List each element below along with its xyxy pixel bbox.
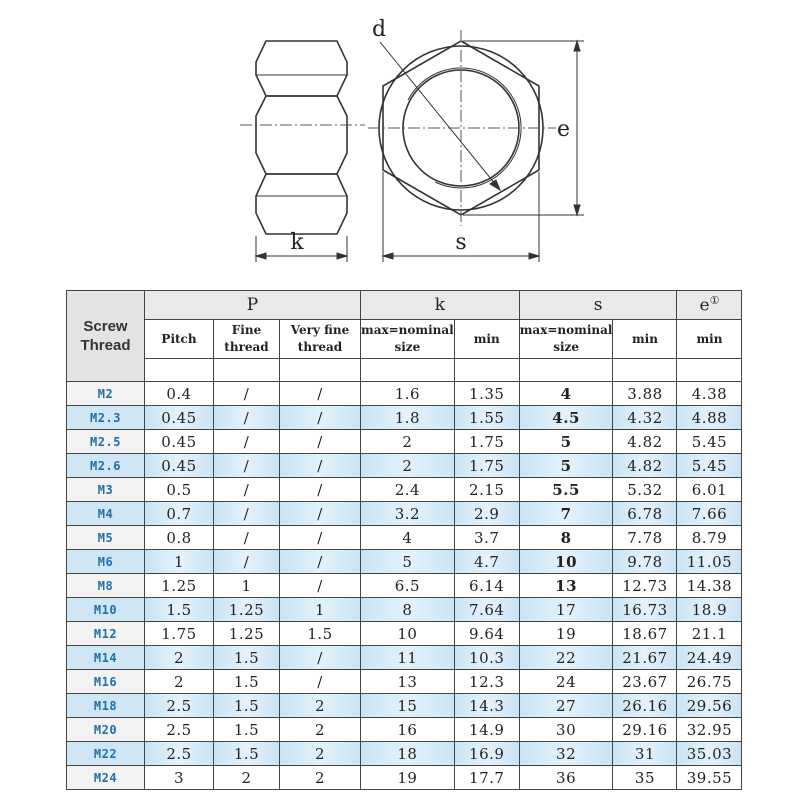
s-max-cell: 17 (519, 598, 613, 622)
spacer-cell (454, 359, 519, 382)
s-max-cell: 22 (519, 646, 613, 670)
s-min-cell: 4.32 (613, 406, 677, 430)
s-min-cell: 18.67 (613, 622, 677, 646)
table-row (67, 382, 742, 406)
k-min-cell: 9.64 (454, 622, 519, 646)
k-min-cell: 10.3 (454, 646, 519, 670)
table-row (67, 430, 742, 454)
s-max-cell: 4.5 (519, 406, 613, 430)
s-max-cell: 5 (519, 454, 613, 478)
e-min-cell: 11.05 (677, 550, 742, 574)
k-max-cell: 4 (361, 526, 455, 550)
s-min-cell: 21.67 (613, 646, 677, 670)
k-max-cell: 13 (361, 670, 455, 694)
screw-header-line2: Thread (80, 337, 131, 354)
s-max-cell: 7 (519, 502, 613, 526)
nut-dimension-table (66, 290, 742, 790)
table-row (67, 718, 742, 742)
spacer-cell (280, 359, 361, 382)
k-min-cell: 14.3 (454, 694, 519, 718)
spacer-cell (145, 359, 214, 382)
pitch-cell: 0.8 (145, 526, 214, 550)
pitch-cell: 0.4 (145, 382, 214, 406)
size-cell: M24 (67, 766, 145, 790)
fine-thread-cell: / (214, 430, 280, 454)
table-row (67, 454, 742, 478)
group-header-s: s (519, 291, 677, 320)
k-max-cell: 15 (361, 694, 455, 718)
screw-header-line1: Screw (83, 318, 128, 335)
k-min-header: min (454, 320, 519, 359)
e-min-cell: 6.01 (677, 478, 742, 502)
k-max-cell: 11 (361, 646, 455, 670)
size-cell: M2.6 (67, 454, 145, 478)
s-max-cell: 30 (519, 718, 613, 742)
k-min-cell: 1.55 (454, 406, 519, 430)
table-row (67, 646, 742, 670)
pitch-cell: 2.5 (145, 718, 214, 742)
kmax-line2: size (394, 340, 421, 354)
table-header (67, 291, 742, 382)
s-min-cell: 4.82 (613, 454, 677, 478)
k-max-cell: 19 (361, 766, 455, 790)
e-min-cell: 21.1 (677, 622, 742, 646)
k-max-cell: 2 (361, 454, 455, 478)
very-fine-thread-cell: 2 (280, 718, 361, 742)
k-min-cell: 2.9 (454, 502, 519, 526)
s-max-cell: 27 (519, 694, 613, 718)
d-label: d (372, 17, 387, 42)
table-row (67, 550, 742, 574)
fine-thread-cell: 1.5 (214, 670, 280, 694)
size-cell: M18 (67, 694, 145, 718)
k-min-cell: 7.64 (454, 598, 519, 622)
k-min-cell: 1.75 (454, 454, 519, 478)
s-min-cell: 26.16 (613, 694, 677, 718)
s-max-cell: 4 (519, 382, 613, 406)
size-cell: M3 (67, 478, 145, 502)
size-cell: M2.3 (67, 406, 145, 430)
e-min-cell: 14.38 (677, 574, 742, 598)
very-fine-thread-cell: / (280, 646, 361, 670)
k-max-cell: 8 (361, 598, 455, 622)
pitch-cell: 0.5 (145, 478, 214, 502)
e-label: e (556, 117, 570, 142)
table-row (67, 766, 742, 790)
k-min-cell: 14.9 (454, 718, 519, 742)
e-min-cell: 8.79 (677, 526, 742, 550)
size-cell: M4 (67, 502, 145, 526)
size-cell: M6 (67, 550, 145, 574)
fine-thread-cell: / (214, 526, 280, 550)
e-min-cell: 26.75 (677, 670, 742, 694)
d-dimension (380, 42, 500, 190)
size-cell: M2.5 (67, 430, 145, 454)
group-header-e (677, 291, 742, 320)
e-min-cell: 7.66 (677, 502, 742, 526)
very-fine-thread-cell: / (280, 454, 361, 478)
pitch-cell: 2 (145, 646, 214, 670)
fine-thread-cell: / (214, 454, 280, 478)
s-max-cell: 36 (519, 766, 613, 790)
k-min-cell: 16.9 (454, 742, 519, 766)
size-cell: M22 (67, 742, 145, 766)
pitch-cell: 1.25 (145, 574, 214, 598)
fine-thread-cell: 1.25 (214, 598, 280, 622)
s-max-cell: 8 (519, 526, 613, 550)
very-fine-thread-cell: / (280, 406, 361, 430)
pitch-cell: 0.45 (145, 430, 214, 454)
k-max-cell: 3.2 (361, 502, 455, 526)
k-min-cell: 3.7 (454, 526, 519, 550)
table-row (67, 502, 742, 526)
s-max-cell: 10 (519, 550, 613, 574)
table-row (67, 574, 742, 598)
group-header-p: P (145, 291, 361, 320)
fine-thread-cell: 1.5 (214, 646, 280, 670)
pitch-cell: 1.75 (145, 622, 214, 646)
very-fine-thread-cell: / (280, 382, 361, 406)
pitch-cell: 1.5 (145, 598, 214, 622)
fine-thread-cell: 1.5 (214, 742, 280, 766)
fine-thread-cell: / (214, 406, 280, 430)
e-min-cell: 4.88 (677, 406, 742, 430)
e-footnote-mark: ① (709, 294, 720, 308)
s-min-cell: 29.16 (613, 718, 677, 742)
k-max-cell: 6.5 (361, 574, 455, 598)
very-fine-thread-cell: 1.5 (280, 622, 361, 646)
e-header-text: e (699, 295, 710, 316)
k-max-cell: 2 (361, 430, 455, 454)
size-cell: M8 (67, 574, 145, 598)
side-view-bottom-face (256, 174, 347, 234)
size-cell: M12 (67, 622, 145, 646)
pitch-cell: 2.5 (145, 742, 214, 766)
fine-thread-cell: / (214, 550, 280, 574)
very-fine-thread-cell: 2 (280, 742, 361, 766)
very-fine-thread-cell: 2 (280, 694, 361, 718)
smax-line1: max=nominal (519, 323, 613, 337)
k-label: k (290, 230, 304, 255)
pitch-cell: 0.45 (145, 454, 214, 478)
k-max-cell: 2.4 (361, 478, 455, 502)
table-row (67, 598, 742, 622)
fine-thread-cell: 1.25 (214, 622, 280, 646)
k-max-header (361, 320, 455, 359)
s-max-cell: 19 (519, 622, 613, 646)
very-fine-thread-cell: / (280, 670, 361, 694)
top-centerlines (368, 30, 556, 226)
k-max-cell: 16 (361, 718, 455, 742)
s-min-cell: 6.78 (613, 502, 677, 526)
very-fine-thread-cell: 2 (280, 766, 361, 790)
thread-inner-circle (403, 70, 519, 186)
side-view-middle-face (256, 96, 347, 174)
pitch-cell: 3 (145, 766, 214, 790)
size-cell: M5 (67, 526, 145, 550)
k-min-cell: 1.75 (454, 430, 519, 454)
spacer-cell (214, 359, 280, 382)
spacer-cell (613, 359, 677, 382)
very-fine-thread-cell: / (280, 502, 361, 526)
very-fine-thread-cell: / (280, 478, 361, 502)
e-min-cell: 5.45 (677, 454, 742, 478)
s-label: s (455, 230, 467, 255)
smax-line2: size (553, 340, 579, 354)
vfine-line1: Very fine (290, 323, 350, 337)
s-min-cell: 12.73 (613, 574, 677, 598)
group-header-k: k (361, 291, 520, 320)
k-max-cell: 5 (361, 550, 455, 574)
s-max-cell: 5.5 (519, 478, 613, 502)
very-fine-thread-header (280, 320, 361, 359)
s-max-cell: 13 (519, 574, 613, 598)
e-min-cell: 29.56 (677, 694, 742, 718)
table-row (67, 742, 742, 766)
s-max-cell: 32 (519, 742, 613, 766)
table-body (67, 382, 742, 790)
k-min-cell: 4.7 (454, 550, 519, 574)
table-row (67, 622, 742, 646)
s-max-header (519, 320, 613, 359)
s-min-cell: 35 (613, 766, 677, 790)
e-min-cell: 5.45 (677, 430, 742, 454)
k-max-cell: 1.6 (361, 382, 455, 406)
table-row (67, 406, 742, 430)
fine-thread-cell: 1 (214, 574, 280, 598)
table-row (67, 670, 742, 694)
table-row (67, 526, 742, 550)
very-fine-thread-cell: 1 (280, 598, 361, 622)
fine-thread-cell: / (214, 382, 280, 406)
pitch-cell: 2 (145, 670, 214, 694)
size-cell: M16 (67, 670, 145, 694)
e-min-header: min (677, 320, 742, 359)
k-min-cell: 17.7 (454, 766, 519, 790)
spacer-cell (361, 359, 455, 382)
fine-thread-cell: 1.5 (214, 718, 280, 742)
k-min-cell: 12.3 (454, 670, 519, 694)
s-min-cell: 16.73 (613, 598, 677, 622)
size-cell: M20 (67, 718, 145, 742)
s-min-cell: 31 (613, 742, 677, 766)
k-min-cell: 1.35 (454, 382, 519, 406)
kmax-line1: max=nominal (361, 323, 454, 337)
fine-thread-header (214, 320, 280, 359)
pitch-cell: 0.7 (145, 502, 214, 526)
s-max-cell: 5 (519, 430, 613, 454)
k-min-cell: 6.14 (454, 574, 519, 598)
pitch-cell: 1 (145, 550, 214, 574)
k-min-cell: 2.15 (454, 478, 519, 502)
fine-thread-cell: / (214, 478, 280, 502)
very-fine-thread-cell: / (280, 574, 361, 598)
very-fine-thread-cell: / (280, 430, 361, 454)
k-max-cell: 1.8 (361, 406, 455, 430)
spacer-cell (519, 359, 613, 382)
fine-thread-cell: 1.5 (214, 694, 280, 718)
fine-thread-cell: 2 (214, 766, 280, 790)
screw-thread-header (67, 291, 145, 382)
s-min-cell: 9.78 (613, 550, 677, 574)
k-max-cell: 10 (361, 622, 455, 646)
fine-line2: thread (224, 340, 269, 354)
very-fine-thread-cell: / (280, 550, 361, 574)
hex-nut-drawing (0, 0, 800, 280)
size-cell: M10 (67, 598, 145, 622)
vfine-line2: thread (297, 340, 343, 354)
s-min-cell: 3.88 (613, 382, 677, 406)
k-max-cell: 18 (361, 742, 455, 766)
fine-thread-cell: / (214, 502, 280, 526)
table-row (67, 694, 742, 718)
e-min-cell: 32.95 (677, 718, 742, 742)
s-min-cell: 23.67 (613, 670, 677, 694)
e-min-cell: 24.49 (677, 646, 742, 670)
s-min-cell: 7.78 (613, 526, 677, 550)
pitch-header: Pitch (145, 320, 214, 359)
table-row (67, 478, 742, 502)
side-view (256, 41, 347, 234)
e-min-cell: 18.9 (677, 598, 742, 622)
s-min-header: min (613, 320, 677, 359)
size-cell: M14 (67, 646, 145, 670)
size-cell: M2 (67, 382, 145, 406)
s-min-cell: 4.82 (613, 430, 677, 454)
e-min-cell: 35.03 (677, 742, 742, 766)
spacer-cell (677, 359, 742, 382)
very-fine-thread-cell: / (280, 526, 361, 550)
pitch-cell: 0.45 (145, 406, 214, 430)
s-min-cell: 5.32 (613, 478, 677, 502)
e-min-cell: 4.38 (677, 382, 742, 406)
pitch-cell: 2.5 (145, 694, 214, 718)
fine-line1: Fine (231, 323, 262, 337)
e-min-cell: 39.55 (677, 766, 742, 790)
s-max-cell: 24 (519, 670, 613, 694)
side-view-top-face (256, 41, 347, 96)
